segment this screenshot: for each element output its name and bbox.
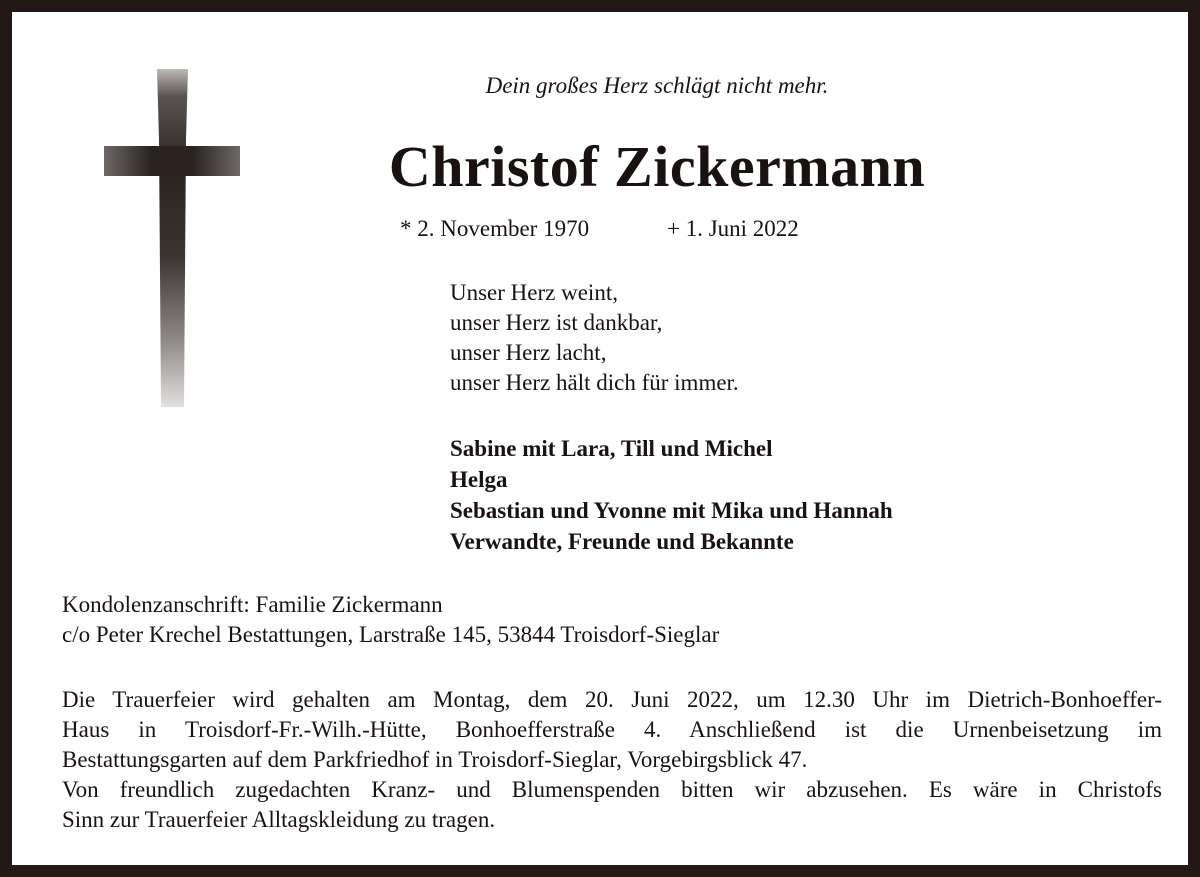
mourner-line: Verwandte, Freunde und Bekannte [450,529,794,554]
mourner-line: Helga [450,467,508,492]
poem-line: unser Herz hält dich für immer. [450,370,739,395]
notice-line: Bestattungsgarten auf dem Parkfriedhof in Troisdorf-Sieglar, Vorgebirgsblick 47. [62,747,808,772]
mourner-line: Sabine mit Lara, Till und Michel [450,436,773,461]
funeral-notice [62,685,1162,835]
deceased-name: Christof Zickermann [388,134,926,199]
address-line: Kondolenzanschrift: Familie Zickermann [62,592,443,617]
poem [450,278,739,398]
birth-date: * 2. November 1970 [400,216,590,241]
poem-line: unser Herz lacht, [450,340,607,365]
motto: Dein großes Herz schlägt nicht mehr. [485,73,829,98]
poem-line: unser Herz ist dankbar, [450,310,663,335]
cross-icon [104,69,240,407]
notice-line: Die Trauerfeier wird gehalten am Montag, dem 20. Juni 2022, um 12.30 Uhr im Dietrich-Bonhoeffer- [62,687,1162,712]
mourner-line: Sebastian und Yvonne mit Mika und Hannah [450,498,893,523]
mourners-list [450,433,893,557]
condolence-address [62,590,719,650]
notice-line: Von freundlich zugedachten Kranz- und Blumenspenden bitten wir abzusehen. Es wäre in Christofs [62,777,1162,802]
death-date: + 1. Juni 2022 [667,216,799,241]
notice-line: Sinn zur Trauerfeier Alltagskleidung zu tragen. [62,807,496,832]
poem-line: Unser Herz weint, [450,280,618,305]
address-line: c/o Peter Krechel Bestattungen, Larstraße 145, 53844 Troisdorf-Sieglar [62,622,720,647]
notice-line: Haus in Troisdorf-Fr.-Wilh.-Hütte, Bonhoefferstraße 4. Anschließend ist die Urnenbeisetzung im [62,717,1162,742]
